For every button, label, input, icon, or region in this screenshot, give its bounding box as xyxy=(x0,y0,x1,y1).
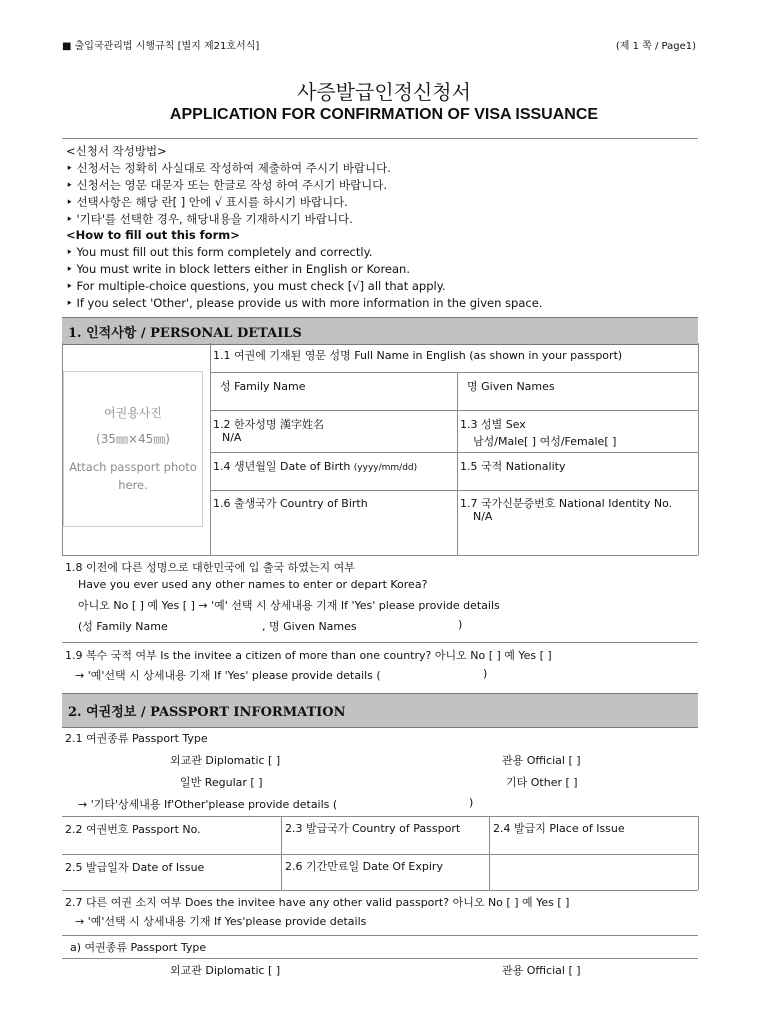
instruction-en-2: ‣ You must write in block letters either in English or Korean. xyxy=(66,262,410,276)
chinese-name-label: 1.2 한자성명 漢字姓名 xyxy=(213,418,324,431)
other-passport-type-label: a) 여권종류 Passport Type xyxy=(70,941,207,954)
section-2-title: 2. 여권정보 / PASSPORT INFORMATION xyxy=(68,705,346,720)
photo-size: (35㎜×45㎜) xyxy=(96,432,170,446)
photo-instruction: Attach passport photo here. xyxy=(69,460,197,492)
family-name-field[interactable]: 성 Family Name xyxy=(220,380,306,393)
section-1-header xyxy=(62,317,698,345)
title-english: APPLICATION FOR CONFIRMATION OF VISA ISSUANCE xyxy=(169,106,599,123)
nationality-label: 1.5 국적 Nationality xyxy=(460,460,566,473)
passport-type-other-detail[interactable]: → '기타'상세내용 If'Other'please provide details ( xyxy=(78,798,338,811)
photo-label-ko: 여권용사진 xyxy=(104,406,162,420)
passport-photo-box[interactable] xyxy=(63,371,203,527)
q18-options[interactable]: 아니오 No [ ] 예 Yes [ ] → '예' 선택 시 상세내용 기재 If 'Yes' please provide details xyxy=(78,599,500,612)
date-of-birth-label xyxy=(213,458,417,474)
section-1-title: 1. 인적사항 / PERSONAL DETAILS xyxy=(68,326,302,341)
instruction-en-3: ‣ For multiple-choice questions, you must check [√] all that apply. xyxy=(66,279,446,293)
passport-number-label: 2.2 여권번호 Passport No. xyxy=(65,823,201,836)
date-of-issue-label: 2.5 발급일자 Date of Issue xyxy=(65,861,205,874)
q27-detail: → '예'선택 시 상세내용 기재 If Yes'please provide details xyxy=(75,915,367,928)
country-of-birth-label: 1.6 출생국가 Country of Birth xyxy=(213,497,368,510)
full-name-label: 1.1 여권에 기재된 영문 성명 Full Name in English (as shown in your passport) xyxy=(213,349,623,362)
q18-detail-given[interactable]: , 명 Given Names xyxy=(262,620,357,633)
form-reference: ■ 출입국관리법 시행규칙 [별지 제21호서식] xyxy=(62,41,260,52)
other-passport-type-official[interactable]: 관용 Official [ ] xyxy=(502,964,581,977)
place-of-issue-label: 2.4 발급지 Place of Issue xyxy=(493,822,625,835)
q27[interactable]: 2.7 다른 여권 소지 여부 Does the invitee have any other valid passport? 아니오 No [ ] 예 Yes [ ] xyxy=(65,896,570,909)
passport-type-regular[interactable]: 일반 Regular [ ] xyxy=(180,776,263,789)
national-id-label: 1.7 국가신분증번호 National Identity No. xyxy=(460,497,673,510)
instruction-ko-2: ‣ 신청서는 영문 대문자 또는 한글로 작성 하여 주시기 바랍니다. xyxy=(66,178,388,192)
passport-type-label: 2.1 여권종류 Passport Type xyxy=(65,732,208,745)
sex-options[interactable]: 남성/Male[ ] 여성/Female[ ] xyxy=(473,435,617,448)
instruction-ko-4: ‣ '기타'를 선택한 경우, 해당내용을 기재하시기 바랍니다. xyxy=(66,212,353,226)
passport-type-other-close: ) xyxy=(469,796,474,809)
q19-detail[interactable]: → '예'선택 시 상세내용 기재 If 'Yes' please provide details ( xyxy=(75,669,381,682)
q18-detail-close: ) xyxy=(458,618,463,631)
q18-detail-family[interactable]: (성 Family Name xyxy=(78,620,168,633)
national-id-value[interactable]: N/A xyxy=(473,510,493,523)
instruction-ko-1: ‣ 신청서는 정확히 사실대로 작성하여 제출하여 주시기 바랍니다. xyxy=(66,161,391,175)
page-indicator: (제 1 쪽 / Page1) xyxy=(615,41,696,52)
divider xyxy=(62,138,698,139)
instruction-en-4: ‣ If you select 'Other', please provide us with more information in the given space. xyxy=(66,296,543,310)
instructions-ko-heading: <신청서 작성방법> xyxy=(66,144,167,158)
sex-label: 1.3 성별 Sex xyxy=(460,418,526,431)
q18-ko: 1.8 이전에 다른 성명으로 대한민국에 입 출국 하였는지 여부 xyxy=(65,561,355,574)
given-names-field[interactable]: 명 Given Names xyxy=(467,380,555,393)
passport-type-diplomatic[interactable]: 외교관 Diplomatic [ ] xyxy=(170,754,281,767)
instruction-en-1: ‣ You must fill out this form completely and correctly. xyxy=(66,245,373,259)
dob-label-text: 1.4 생년월일 Date of Birth xyxy=(213,460,351,473)
title-korean: 사증발급인정신청서 xyxy=(297,80,471,104)
passport-type-official[interactable]: 관용 Official [ ] xyxy=(502,754,581,767)
section-2-header xyxy=(62,693,698,728)
date-of-expiry-label: 2.6 기간만료일 Date Of Expiry xyxy=(285,860,443,873)
instruction-ko-3: ‣ 선택사항은 해당 란[ ] 안에 √ 표시를 하시기 바랍니다. xyxy=(66,195,348,209)
q19-detail-close: ) xyxy=(483,667,488,680)
q18-en: Have you ever used any other names to enter or depart Korea? xyxy=(78,578,428,591)
dob-format: (yyyy/mm/dd) xyxy=(353,463,418,473)
q19[interactable]: 1.9 복수 국적 여부 Is the invitee a citizen of more than one country? 아니오 No [ ] 예 Yes [ ] xyxy=(65,649,552,662)
instructions-en-heading: <How to fill out this form> xyxy=(66,228,240,242)
passport-type-other[interactable]: 기타 Other [ ] xyxy=(506,776,578,789)
chinese-name-value[interactable]: N/A xyxy=(222,431,242,444)
country-of-passport-label: 2.3 발급국가 Country of Passport xyxy=(285,822,461,835)
other-passport-type-diplomatic[interactable]: 외교관 Diplomatic [ ] xyxy=(170,964,281,977)
